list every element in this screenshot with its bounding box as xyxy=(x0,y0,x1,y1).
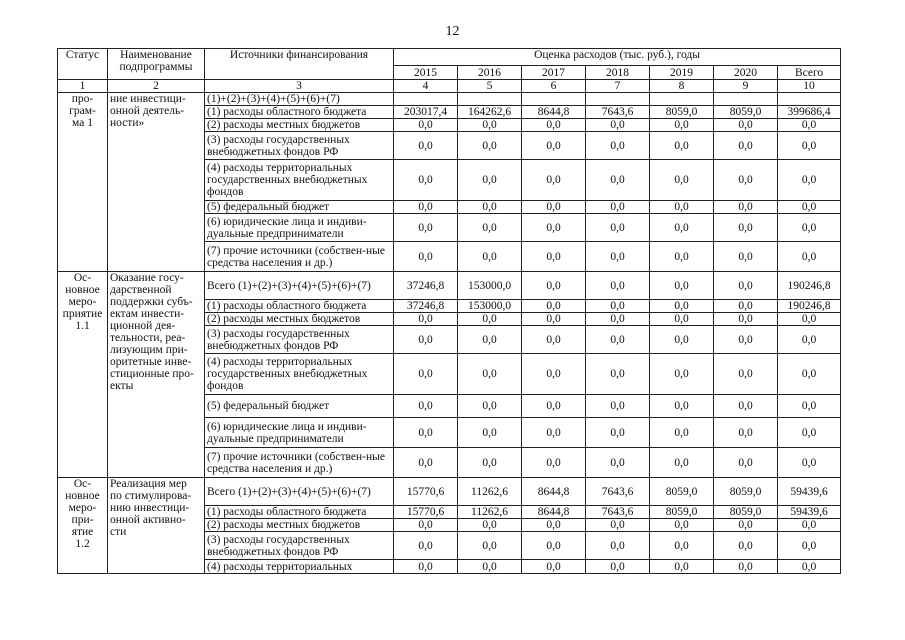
amount-cell: 0,0 xyxy=(522,132,586,160)
status-line: Ос- xyxy=(73,272,92,284)
amount-cell: 0,0 xyxy=(394,119,458,132)
amount-cell: 0,0 xyxy=(586,519,650,532)
amount-cell: 0,0 xyxy=(650,132,714,160)
amount-cell: 0,0 xyxy=(778,214,841,242)
financing-source-cell: (4) расходы территориальных государственных внебюджетных фондов xyxy=(205,354,394,395)
amount-cell: 0,0 xyxy=(394,532,458,560)
table-row xyxy=(58,478,841,506)
status-line: меро- xyxy=(68,296,97,308)
financing-source-cell: (1)+(2)+(3)+(4)+(5)+(6)+(7) xyxy=(205,93,394,106)
status-line: новное xyxy=(65,490,100,502)
amount-cell: 153000,0 xyxy=(458,300,522,313)
amount-cell: 0,0 xyxy=(522,214,586,242)
subprogram-name-line: сти xyxy=(110,526,127,538)
financing-source-cell: Всего (1)+(2)+(3)+(4)+(5)+(6)+(7) xyxy=(205,272,394,300)
amount-cell: 0,0 xyxy=(714,201,778,214)
amount-cell: 203017,4 xyxy=(394,106,458,119)
amount-cell xyxy=(714,93,778,106)
status-line: меро- xyxy=(68,502,97,514)
subprogram-name-line: ционной дея- xyxy=(110,320,176,332)
amount-cell: 164262,6 xyxy=(458,106,522,119)
amount-cell: 0,0 xyxy=(522,272,586,300)
amount-cell: 0,0 xyxy=(586,160,650,201)
amount-cell: 0,0 xyxy=(714,532,778,560)
financing-source-cell: Всего (1)+(2)+(3)+(4)+(5)+(6)+(7) xyxy=(205,478,394,506)
financing-source-cell: (4) расходы территориальных xyxy=(205,560,394,574)
column-index: 8 xyxy=(650,80,714,93)
column-index: 4 xyxy=(394,80,458,93)
amount-cell: 0,0 xyxy=(714,272,778,300)
amount-cell: 59439,6 xyxy=(778,478,841,506)
amount-cell: 0,0 xyxy=(522,313,586,326)
amount-cell: 8059,0 xyxy=(714,478,778,506)
amount-cell: 0,0 xyxy=(394,519,458,532)
subprogram-name-line: Оказание госу- xyxy=(110,272,184,284)
financing-source-cell: (4) расходы территориальных государственных внебюджетных фондов xyxy=(205,160,394,201)
amount-cell: 0,0 xyxy=(394,242,458,272)
subprogram-name-line: ности» xyxy=(110,117,145,129)
column-index-row xyxy=(58,80,841,93)
amount-cell: 0,0 xyxy=(778,560,841,574)
amount-cell: 0,0 xyxy=(458,119,522,132)
amount-cell: 0,0 xyxy=(778,326,841,354)
amount-cell: 0,0 xyxy=(394,418,458,448)
amount-cell: 0,0 xyxy=(714,395,778,418)
amount-cell: 7643,6 xyxy=(586,506,650,519)
amount-cell: 0,0 xyxy=(522,201,586,214)
subprogram-name-line: ектам инвести- xyxy=(110,308,185,320)
amount-cell: 8644,8 xyxy=(522,506,586,519)
amount-cell: 0,0 xyxy=(650,201,714,214)
amount-cell: 0,0 xyxy=(458,242,522,272)
status-cell xyxy=(58,272,108,478)
financing-source-cell: (7) прочие источники (собствен-ные средства населения и др.) xyxy=(205,242,394,272)
subprogram-name-line: ние инвестици- xyxy=(110,93,186,105)
column-index: 1 xyxy=(58,80,108,93)
amount-cell: 0,0 xyxy=(522,418,586,448)
amount-cell: 0,0 xyxy=(586,272,650,300)
amount-cell: 0,0 xyxy=(714,560,778,574)
header-year: 2019 xyxy=(650,66,714,80)
amount-cell: 0,0 xyxy=(394,313,458,326)
amount-cell: 0,0 xyxy=(394,214,458,242)
amount-cell: 0,0 xyxy=(714,519,778,532)
column-index: 3 xyxy=(205,80,394,93)
amount-cell: 0,0 xyxy=(522,326,586,354)
column-index: 5 xyxy=(458,80,522,93)
column-index: 7 xyxy=(586,80,650,93)
amount-cell: 0,0 xyxy=(714,418,778,448)
subprogram-name-cell xyxy=(108,478,205,574)
status-line: про- xyxy=(71,93,94,105)
financing-source-cell: (6) юридические лица и индиви-дуальные предприниматели xyxy=(205,214,394,242)
amount-cell: 0,0 xyxy=(458,560,522,574)
header-expense-estimate: Оценка расходов (тыс. руб.), годы xyxy=(394,49,841,66)
status-line: ма 1 xyxy=(72,117,93,129)
amount-cell: 0,0 xyxy=(522,519,586,532)
amount-cell: 8059,0 xyxy=(650,478,714,506)
financing-source-cell: (3) расходы государственных внебюджетных фондов РФ xyxy=(205,326,394,354)
amount-cell: 8059,0 xyxy=(714,506,778,519)
amount-cell: 0,0 xyxy=(522,300,586,313)
amount-cell: 0,0 xyxy=(394,132,458,160)
amount-cell: 0,0 xyxy=(714,214,778,242)
amount-cell: 0,0 xyxy=(650,272,714,300)
header-subprogram-name: Наименование подпрограммы xyxy=(108,49,205,80)
amount-cell: 0,0 xyxy=(650,395,714,418)
header-year: Всего xyxy=(778,66,841,80)
subprogram-name-line: онной деятель- xyxy=(110,105,185,117)
amount-cell: 0,0 xyxy=(586,313,650,326)
header-year: 2020 xyxy=(714,66,778,80)
amount-cell: 7643,6 xyxy=(586,106,650,119)
amount-cell: 0,0 xyxy=(458,532,522,560)
amount-cell: 0,0 xyxy=(394,160,458,201)
subprogram-name-line: дарственной xyxy=(110,284,172,296)
amount-cell: 0,0 xyxy=(586,119,650,132)
amount-cell: 0,0 xyxy=(778,519,841,532)
column-index: 10 xyxy=(778,80,841,93)
status-line: Ос- xyxy=(73,478,92,490)
amount-cell: 0,0 xyxy=(778,119,841,132)
status-line: 1.1 xyxy=(75,320,90,332)
amount-cell: 0,0 xyxy=(458,354,522,395)
financing-source-cell: (5) федеральный бюджет xyxy=(205,395,394,418)
financing-source-cell: (2) расходы местных бюджетов xyxy=(205,119,394,132)
amount-cell: 0,0 xyxy=(650,354,714,395)
amount-cell: 0,0 xyxy=(458,214,522,242)
amount-cell: 0,0 xyxy=(650,519,714,532)
amount-cell: 0,0 xyxy=(650,560,714,574)
amount-cell: 0,0 xyxy=(714,132,778,160)
financing-source-cell: (1) расходы областного бюджета xyxy=(205,506,394,519)
amount-cell xyxy=(522,93,586,106)
amount-cell: 0,0 xyxy=(586,300,650,313)
status-line: приятие xyxy=(62,308,103,320)
amount-cell: 0,0 xyxy=(778,354,841,395)
amount-cell xyxy=(394,93,458,106)
financing-source-cell: (1) расходы областного бюджета xyxy=(205,106,394,119)
amount-cell: 0,0 xyxy=(586,560,650,574)
amount-cell: 0,0 xyxy=(714,448,778,478)
amount-cell: 190246,8 xyxy=(778,272,841,300)
amount-cell: 0,0 xyxy=(650,448,714,478)
amount-cell: 0,0 xyxy=(586,214,650,242)
amount-cell: 0,0 xyxy=(778,201,841,214)
amount-cell: 0,0 xyxy=(522,242,586,272)
amount-cell: 0,0 xyxy=(650,160,714,201)
table-row xyxy=(58,272,841,300)
amount-cell: 0,0 xyxy=(522,395,586,418)
status-line: грам- xyxy=(69,105,96,117)
amount-cell: 0,0 xyxy=(714,354,778,395)
amount-cell: 0,0 xyxy=(778,395,841,418)
amount-cell: 0,0 xyxy=(650,119,714,132)
amount-cell: 153000,0 xyxy=(458,272,522,300)
subprogram-name-line: стиционные про- xyxy=(110,368,194,380)
subprogram-name-line: поддержки субъ- xyxy=(110,296,193,308)
amount-cell: 15770,6 xyxy=(394,506,458,519)
amount-cell: 0,0 xyxy=(586,326,650,354)
status-line: при- xyxy=(71,514,94,526)
header-year: 2017 xyxy=(522,66,586,80)
amount-cell: 0,0 xyxy=(586,132,650,160)
amount-cell: 0,0 xyxy=(522,119,586,132)
amount-cell: 0,0 xyxy=(394,448,458,478)
amount-cell: 0,0 xyxy=(522,532,586,560)
financing-source-cell: (2) расходы местных бюджетов xyxy=(205,519,394,532)
amount-cell: 8059,0 xyxy=(650,506,714,519)
financing-source-cell: (7) прочие источники (собствен-ные средства населения и др.) xyxy=(205,448,394,478)
amount-cell: 0,0 xyxy=(458,395,522,418)
page-number: 12 xyxy=(445,24,460,39)
amount-cell: 37246,8 xyxy=(394,300,458,313)
amount-cell: 0,0 xyxy=(778,242,841,272)
amount-cell: 15770,6 xyxy=(394,478,458,506)
subprogram-name-line: нию инвестици- xyxy=(110,502,190,514)
amount-cell: 0,0 xyxy=(394,354,458,395)
amount-cell xyxy=(586,93,650,106)
amount-cell: 0,0 xyxy=(522,160,586,201)
amount-cell: 0,0 xyxy=(586,395,650,418)
amount-cell: 0,0 xyxy=(714,300,778,313)
amount-cell: 8059,0 xyxy=(650,106,714,119)
amount-cell: 0,0 xyxy=(714,119,778,132)
budget-table xyxy=(57,48,841,574)
amount-cell: 8644,8 xyxy=(522,106,586,119)
status-cell xyxy=(58,93,108,272)
subprogram-name-line: екты xyxy=(110,380,134,392)
amount-cell: 0,0 xyxy=(778,448,841,478)
amount-cell: 399686,4 xyxy=(778,106,841,119)
amount-cell: 11262,6 xyxy=(458,506,522,519)
amount-cell: 0,0 xyxy=(394,201,458,214)
amount-cell: 0,0 xyxy=(394,395,458,418)
subprogram-name-line: по стимулирова- xyxy=(110,490,192,502)
header-year: 2018 xyxy=(586,66,650,80)
amount-cell: 0,0 xyxy=(778,132,841,160)
subprogram-name-line: лизующим при- xyxy=(110,344,188,356)
amount-cell: 0,0 xyxy=(778,160,841,201)
amount-cell: 0,0 xyxy=(650,300,714,313)
amount-cell: 0,0 xyxy=(714,313,778,326)
header-status: Статус xyxy=(58,49,108,80)
amount-cell xyxy=(778,93,841,106)
header-year: 2015 xyxy=(394,66,458,80)
amount-cell: 0,0 xyxy=(458,313,522,326)
amount-cell: 8059,0 xyxy=(714,106,778,119)
subprogram-name-line: тельности, реа- xyxy=(110,332,186,344)
amount-cell: 0,0 xyxy=(714,160,778,201)
amount-cell: 0,0 xyxy=(586,242,650,272)
amount-cell: 0,0 xyxy=(650,326,714,354)
amount-cell xyxy=(650,93,714,106)
column-index: 9 xyxy=(714,80,778,93)
amount-cell: 0,0 xyxy=(586,532,650,560)
amount-cell: 0,0 xyxy=(458,326,522,354)
amount-cell: 0,0 xyxy=(458,519,522,532)
amount-cell: 0,0 xyxy=(650,532,714,560)
amount-cell: 8644,8 xyxy=(522,478,586,506)
subprogram-name-line: оритетные инве- xyxy=(110,356,192,368)
amount-cell: 0,0 xyxy=(650,242,714,272)
amount-cell: 0,0 xyxy=(586,201,650,214)
amount-cell: 7643,6 xyxy=(586,478,650,506)
subprogram-name-line: онной активно- xyxy=(110,514,186,526)
financing-source-cell: (1) расходы областного бюджета xyxy=(205,300,394,313)
amount-cell: 0,0 xyxy=(778,532,841,560)
amount-cell: 0,0 xyxy=(714,242,778,272)
amount-cell: 0,0 xyxy=(778,418,841,448)
amount-cell: 0,0 xyxy=(650,214,714,242)
amount-cell: 0,0 xyxy=(394,560,458,574)
amount-cell: 0,0 xyxy=(778,313,841,326)
amount-cell: 0,0 xyxy=(458,448,522,478)
financing-source-cell: (3) расходы государственных внебюджетных фондов РФ xyxy=(205,532,394,560)
amount-cell: 0,0 xyxy=(458,201,522,214)
amount-cell: 0,0 xyxy=(650,418,714,448)
amount-cell: 37246,8 xyxy=(394,272,458,300)
column-index: 6 xyxy=(522,80,586,93)
financing-source-cell: (2) расходы местных бюджетов xyxy=(205,313,394,326)
amount-cell: 0,0 xyxy=(586,448,650,478)
status-line: 1.2 xyxy=(75,538,90,550)
status-line: новное xyxy=(65,284,100,296)
amount-cell xyxy=(458,93,522,106)
amount-cell: 0,0 xyxy=(458,160,522,201)
financing-source-cell: (6) юридические лица и индиви-дуальные предприниматели xyxy=(205,418,394,448)
amount-cell: 0,0 xyxy=(522,354,586,395)
subprogram-name-cell xyxy=(108,272,205,478)
header-year: 2016 xyxy=(458,66,522,80)
financing-source-cell: (3) расходы государственных внебюджетных фондов РФ xyxy=(205,132,394,160)
header-financing-sources: Источники финансирования xyxy=(205,49,394,80)
amount-cell: 59439,6 xyxy=(778,506,841,519)
subprogram-name-line: Реализация мер xyxy=(110,478,187,490)
amount-cell: 0,0 xyxy=(714,326,778,354)
status-line: ятие xyxy=(71,526,94,538)
amount-cell: 0,0 xyxy=(650,313,714,326)
amount-cell: 0,0 xyxy=(586,354,650,395)
amount-cell: 11262,6 xyxy=(458,478,522,506)
amount-cell: 0,0 xyxy=(586,418,650,448)
subprogram-name-cell xyxy=(108,93,205,272)
table-row xyxy=(58,93,841,106)
amount-cell: 0,0 xyxy=(522,560,586,574)
amount-cell: 0,0 xyxy=(522,448,586,478)
column-index: 2 xyxy=(108,80,205,93)
status-cell xyxy=(58,478,108,574)
financing-source-cell: (5) федеральный бюджет xyxy=(205,201,394,214)
amount-cell: 0,0 xyxy=(458,418,522,448)
amount-cell: 0,0 xyxy=(458,132,522,160)
amount-cell: 190246,8 xyxy=(778,300,841,313)
amount-cell: 0,0 xyxy=(394,326,458,354)
